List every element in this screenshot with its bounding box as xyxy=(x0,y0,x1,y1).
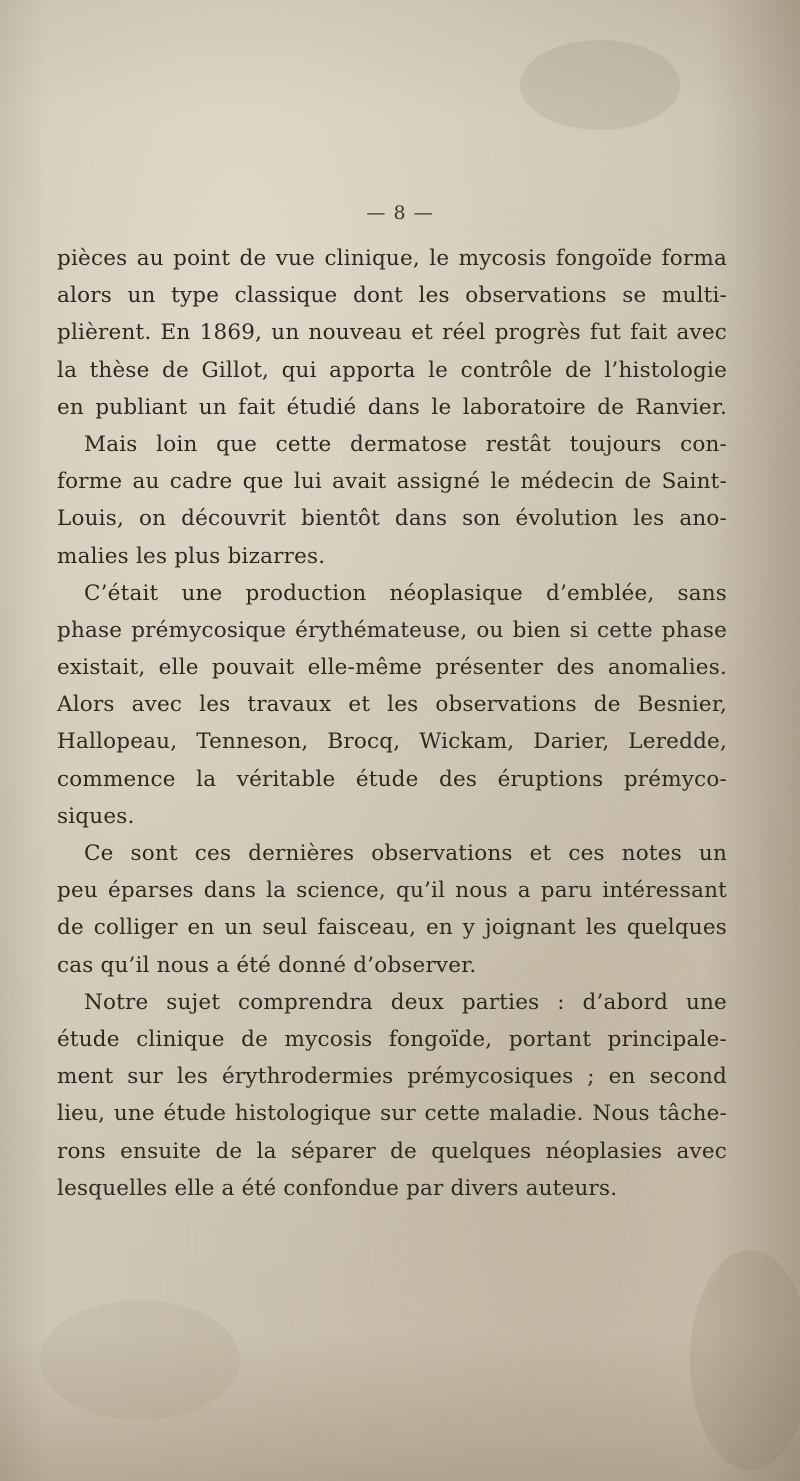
body-text xyxy=(57,240,727,1207)
text-line: malies les plus bizarres. xyxy=(57,543,326,569)
text-line: alors un type classique dont les observations se multi- xyxy=(57,283,727,309)
text-line: de colliger en un seul faisceau, en y joignant les quelques xyxy=(57,915,727,941)
text-line: commence la véritable étude des éruptions prémyco- xyxy=(57,766,727,792)
text-line: Ce sont ces dernières observations et ces notes un xyxy=(84,841,727,866)
text-line: rons ensuite de la séparer de quelques néoplasies avec xyxy=(57,1138,727,1164)
text-line: en publiant un fait étudié dans le laboratoire de Ranvier. xyxy=(57,394,727,420)
text-line: pièces au point de vue clinique, le mycosis fongoïde forma xyxy=(57,246,727,271)
text-line: ment sur les érythrodermies prémycosiques ; en second xyxy=(57,1064,727,1090)
text-line: phase prémycosique érythémateuse, ou bien si cette phase xyxy=(57,617,727,643)
paper-stain xyxy=(40,1300,240,1420)
text-line: lieu, une étude histologique sur cette maladie. Nous tâche- xyxy=(57,1101,727,1127)
text-line: Mais loin que cette dermatose restât toujours con- xyxy=(84,431,727,457)
text-line: lesquelles elle a été confondue par divers auteurs. xyxy=(57,1175,618,1201)
text-line: forme au cadre que lui avait assigné le médecin de Saint- xyxy=(57,469,727,495)
text-line: C’était une production néoplasique d’emblée, sans xyxy=(84,580,727,606)
text-line: Hallopeau, Tenneson, Brocq, Wickam, Darier, Leredde, xyxy=(57,729,727,755)
text-line: siques. xyxy=(57,803,135,829)
text-line: existait, elle pouvait elle-même présenter des anomalies. xyxy=(57,655,727,681)
paper-stain xyxy=(690,1250,800,1470)
text-line: plièrent. En 1869, un nouveau et réel progrès fut fait avec xyxy=(57,320,727,346)
paper-stain xyxy=(520,40,680,130)
text-line: Notre sujet comprendra deux parties : d’abord une xyxy=(84,989,727,1015)
text-line: peu éparses dans la science, qu’il nous a paru intéressant xyxy=(57,878,727,904)
text-line: Alors avec les travaux et les observations de Besnier, xyxy=(57,692,727,718)
text-line: la thèse de Gillot, qui apporta le contrôle de l’histologie xyxy=(57,357,727,383)
text-line: cas qu’il nous a été donné d’observer. xyxy=(57,952,477,978)
text-line: étude clinique de mycosis fongoïde, portant principale- xyxy=(57,1026,727,1052)
text-line: Louis, on découvrit bientôt dans son évolution les ano- xyxy=(57,506,727,532)
page-number: — 8 — xyxy=(366,202,434,224)
